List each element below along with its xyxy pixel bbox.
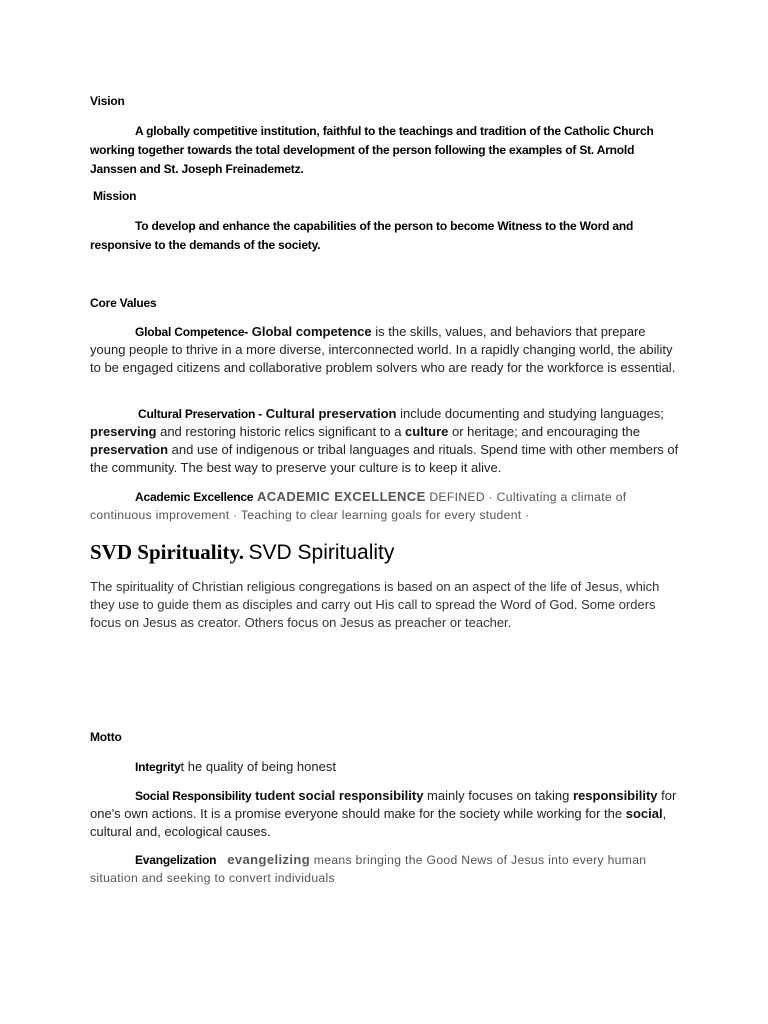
vision-statement: A globally competitive institution, faithful to the teachings and tradition of the Catholic Church working together towards the total development of the person following the examples of St. Arnold Janssen and St. Joseph Freinademetz. bbox=[90, 124, 654, 176]
vision-label: Vision bbox=[90, 94, 125, 108]
cultural-preservation-key-1: Cultural preservation bbox=[265, 406, 397, 421]
academic-excellence-text: DEFINED · Cultivating a climate of continuous improvement · Teaching to clear learning goals for every student · bbox=[90, 490, 627, 522]
motto-label: Motto bbox=[90, 730, 122, 744]
cultural-preservation-text-4: and use of indigenous or tribal languages and rituals. Spend time with other members of the community. The best way to preserve your culture is to keep it alive. bbox=[90, 442, 679, 475]
motto-evangelization bbox=[90, 851, 670, 887]
integrity-term: Integrity bbox=[135, 760, 181, 774]
cultural-preservation-key-3: culture bbox=[405, 424, 449, 439]
svd-heading-sans: SVD Spirituality bbox=[248, 541, 395, 564]
social-responsibility-text-3: , cultural and, ecological causes. bbox=[90, 806, 667, 839]
core-value-academic-excellence bbox=[90, 488, 680, 524]
cultural-preservation-key-2: preserving bbox=[90, 424, 157, 439]
motto-integrity bbox=[90, 758, 680, 776]
mission-statement: To develop and enhance the capabilities of the person to become Witness to the Word and responsive to the demands of the society. bbox=[90, 219, 634, 252]
core-value-global-competence bbox=[90, 323, 680, 377]
social-responsibility-term: Social Responsibility bbox=[135, 789, 252, 803]
cultural-preservation-key-4: preservation bbox=[90, 442, 169, 457]
cultural-preservation-text-2: and restoring historic relics significant to a bbox=[156, 424, 406, 439]
social-responsibility-text-2: for one's own actions. It is a promise everyone should make for the society while working for the bbox=[90, 788, 677, 821]
social-responsibility-text-1: mainly focuses on taking bbox=[423, 788, 573, 803]
cultural-preservation-text-3: or heritage; and encouraging the bbox=[448, 424, 640, 439]
core-values-label: Core Values bbox=[90, 296, 157, 310]
vision-text bbox=[90, 122, 670, 179]
social-responsibility-key-2: responsibility bbox=[573, 788, 658, 803]
core-value-cultural-preservation bbox=[90, 405, 680, 477]
evangelization-text: means bringing the Good News of Jesus into every human situation and seeking to convert individuals bbox=[90, 853, 647, 885]
academic-excellence-term: Academic Excellence bbox=[135, 490, 254, 504]
motto-social-responsibility bbox=[90, 787, 680, 841]
cultural-preservation-text-1: include documenting and studying languages; bbox=[396, 406, 664, 421]
global-competence-term: Global Competence- bbox=[135, 325, 249, 339]
global-competence-key: Global competence bbox=[251, 324, 372, 339]
cultural-preservation-term: Cultural Preservation - bbox=[138, 407, 263, 421]
mission-text bbox=[90, 217, 670, 255]
academic-excellence-key: ACADEMIC EXCELLENCE bbox=[256, 489, 426, 504]
svd-heading-serif: SVD Spirituality. bbox=[90, 540, 245, 564]
integrity-text: t he quality of being honest bbox=[180, 759, 336, 774]
evangelization-key: evangelizing bbox=[227, 852, 311, 867]
mission-label: Mission bbox=[93, 189, 137, 203]
svd-spirituality-text: The spirituality of Christian religious congregations is based on an aspect of the life of Jesus, which they use to guide them as disciples and carry out His call to spread the Word of God. Some orders focus on Jesus as creator. Others focus on Jesus as preacher or teacher. bbox=[90, 579, 660, 630]
social-responsibility-key-1: tudent social responsibility bbox=[251, 788, 424, 803]
global-competence-text: is the skills, values, and behaviors that prepare young people to thrive in a more diverse, interconnected world. In a rapidly changing world, the ability to be engaged citizens and collaborative problem solvers who are ready for the workforce is essential. bbox=[90, 324, 676, 375]
evangelization-term: Evangelization bbox=[135, 853, 217, 867]
social-responsibility-key-3: social bbox=[625, 806, 663, 821]
svd-spirituality-heading bbox=[90, 540, 394, 565]
